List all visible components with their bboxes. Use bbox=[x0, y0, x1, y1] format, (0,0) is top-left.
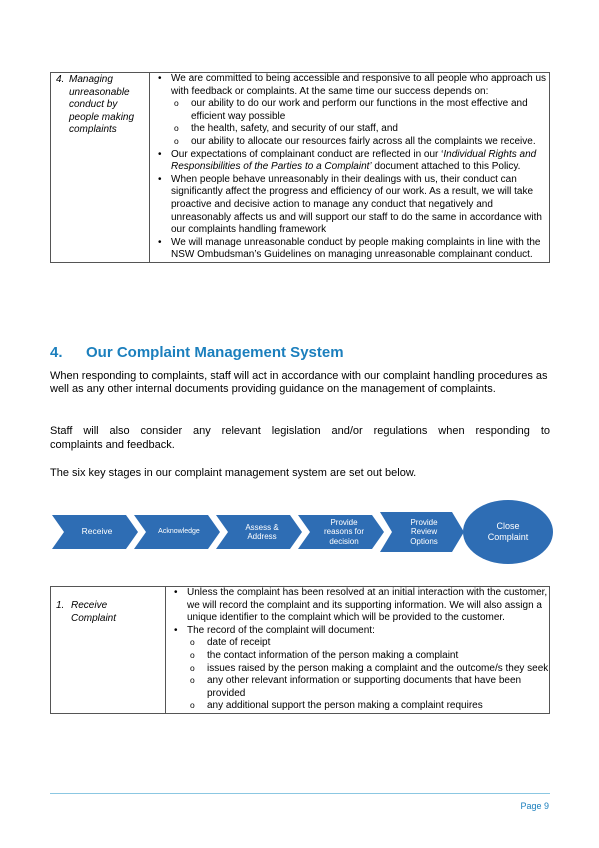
bullet-list bbox=[150, 73, 549, 262]
stage-label: Acknowledge bbox=[158, 528, 200, 536]
conduct-table bbox=[50, 72, 550, 263]
sub-list-item: o any other relevant information or supporting documents that have been provided bbox=[187, 675, 549, 700]
process-flow-diagram bbox=[52, 497, 556, 567]
row-label: Managing unreasonable conduct by people making complaints bbox=[69, 74, 135, 136]
row-number: 4. bbox=[56, 74, 65, 85]
bullet-text: The record of the complaint will document: bbox=[187, 624, 375, 636]
bullet-text: We are committed to being accessible and responsive to all people who approach us with feedback or complaints. At the same time our success depends on: bbox=[171, 73, 547, 97]
bullet-text: document attached to this Policy. bbox=[371, 161, 521, 173]
paragraph: Staff will also consider any relevant legislation and/or regulations when responding to bbox=[50, 425, 550, 437]
sub-list-item: o any additional support the person making a complaint requires bbox=[187, 700, 549, 713]
section-title: Our Complaint Management System bbox=[86, 344, 344, 361]
sub-list bbox=[187, 637, 549, 713]
section-number: 4. bbox=[50, 344, 63, 361]
bullet-list bbox=[166, 587, 549, 713]
table-row bbox=[51, 73, 550, 263]
stage-label: Provide Review Options bbox=[410, 517, 438, 546]
list-item bbox=[150, 73, 549, 149]
stage-label: Receive bbox=[81, 526, 113, 537]
list-item bbox=[166, 625, 549, 713]
list-item bbox=[150, 149, 549, 174]
list-item: • Unless the complaint has been resolved at an initial interaction with the customer, we will record the complaint and its supporting information. We will also assign a unique identifier to the complaint which will be provided to the customer. bbox=[166, 587, 549, 625]
sub-list-item: o our ability to do our work and perform our functions in the most effective and efficient way possible bbox=[171, 98, 549, 123]
bullet-text: Our expectations of complainant conduct are reflected in our ‘ bbox=[171, 148, 444, 160]
page-number: Page 9 bbox=[520, 801, 549, 811]
stage-label: Assess & Address bbox=[245, 522, 279, 541]
row-content-cell bbox=[150, 73, 550, 263]
document-title: Individual Rights and Responsibilities of the Parties to a Complaint’ bbox=[171, 148, 537, 173]
footer-divider bbox=[50, 793, 550, 794]
table-row bbox=[51, 587, 550, 714]
sub-list bbox=[171, 98, 549, 148]
paragraph: complaints and feedback. bbox=[50, 438, 175, 451]
receive-complaint-table bbox=[50, 586, 550, 714]
sub-list-item: o date of receipt bbox=[187, 637, 549, 650]
row-label-cell bbox=[51, 587, 166, 714]
sub-list-item: o the contact information of the person making a complaint bbox=[187, 650, 549, 663]
row-number: 1. bbox=[56, 600, 65, 611]
paragraph: When responding to complaints, staff will act in accordance with our complaint handling procedures as well as any other internal documents providing guidance on the management of complaints. bbox=[50, 370, 548, 396]
stage-label: Provide reasons for decision bbox=[323, 517, 365, 546]
list-item: • When people behave unreasonably in their dealings with us, their conduct can significantly affect the progress and efficiency of our work. As a result, we will take proactive and decisive action to manage any conduct that negatively and unreasonably affects us and will support our staff to do the same in accordance with our complaints handling framework bbox=[150, 174, 549, 237]
sub-list-item: o issues raised by the person making a complaint and the outcome/s they seek bbox=[187, 663, 549, 676]
paragraph: The six key stages in our complaint management system are set out below. bbox=[50, 467, 417, 479]
row-content-cell bbox=[166, 587, 550, 714]
stage-label: Close Complaint bbox=[487, 521, 529, 542]
row-label-cell bbox=[51, 73, 150, 263]
list-item: • We will manage unreasonable conduct by people making complaints in line with the NSW Ombudsman’s Guidelines on managing unreasonable complainant conduct. bbox=[150, 237, 549, 262]
sub-list-item: o our ability to allocate our resources fairly across all the complaints we receive. bbox=[171, 136, 549, 149]
section-heading bbox=[50, 344, 344, 361]
row-label: Receive Complaint bbox=[71, 600, 117, 624]
sub-list-item: o the health, safety, and security of our staff, and bbox=[171, 123, 549, 136]
